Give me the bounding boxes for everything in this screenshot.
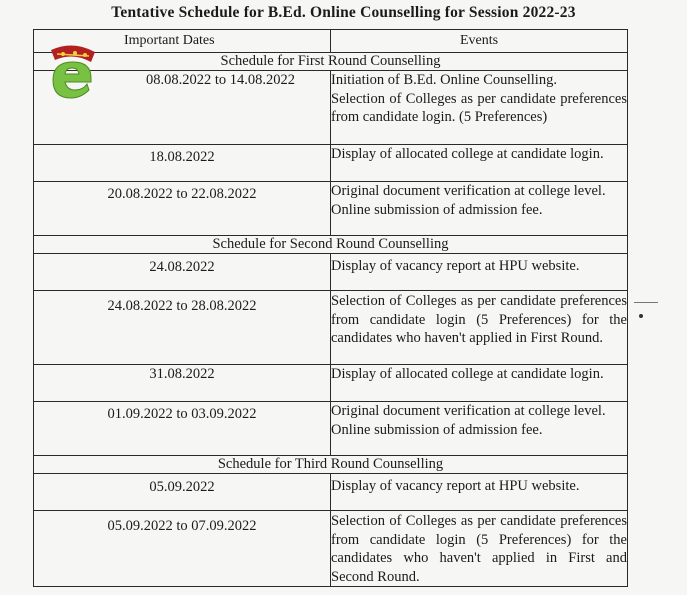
logo-letter-e bbox=[53, 62, 91, 98]
header-events: Events bbox=[331, 30, 628, 53]
date-cell: 20.08.2022 to 22.08.2022 bbox=[34, 182, 331, 236]
event-cell: Display of allocated college at candidate login. bbox=[331, 365, 628, 402]
event-cell: Display of allocated college at candidate login. bbox=[331, 145, 628, 182]
event-cell bbox=[331, 71, 628, 145]
event-line: Selection of Colleges as per candidate preferences from candidate login. (5 Preferences) bbox=[331, 90, 627, 125]
logo-cap-dot bbox=[83, 53, 87, 57]
section-row bbox=[34, 236, 628, 254]
table-row bbox=[34, 365, 628, 402]
table-row bbox=[34, 511, 628, 587]
table-row bbox=[34, 145, 628, 182]
schedule-table bbox=[33, 29, 628, 587]
section-heading-second-round: Schedule for Second Round Counselling bbox=[34, 236, 628, 254]
section-row bbox=[34, 53, 628, 71]
date-cell: 24.08.2022 to 28.08.2022 bbox=[34, 291, 331, 365]
event-line: Original document verification at college level. bbox=[331, 183, 606, 199]
event-line: Online submission of admission fee. bbox=[331, 201, 543, 218]
event-cell bbox=[331, 402, 628, 456]
section-row bbox=[34, 456, 628, 474]
section-heading-third-round: Schedule for Third Round Counselling bbox=[34, 456, 628, 474]
section-heading-first-round: Schedule for First Round Counselling bbox=[34, 53, 628, 71]
table-row bbox=[34, 291, 628, 365]
header-important-dates: Important Dates bbox=[34, 30, 331, 53]
event-cell: Display of vacancy report at HPU website. bbox=[331, 254, 628, 291]
date-cell: 05.09.2022 to 07.09.2022 bbox=[34, 511, 331, 587]
date-cell: 05.09.2022 bbox=[34, 474, 331, 511]
table-row bbox=[34, 254, 628, 291]
table-row bbox=[34, 71, 628, 145]
scan-artifact-dash bbox=[634, 302, 658, 303]
page-title: Tentative Schedule for B.Ed. Online Counselling for Session 2022-23 bbox=[111, 4, 576, 21]
event-cell: Selection of Colleges as per candidate preferences from candidate login (5 Preferences) for the candidates who haven't applied in First and Second Round. bbox=[331, 511, 628, 587]
header-row bbox=[34, 30, 628, 53]
event-line: Initiation of B.Ed. Online Counselling. bbox=[331, 72, 557, 88]
scan-artifact-dot bbox=[639, 314, 643, 318]
event-cell: Display of vacancy report at HPU website. bbox=[331, 474, 628, 511]
logo-cap-dot bbox=[73, 51, 77, 55]
event-line: Original document verification at college level. bbox=[331, 403, 606, 419]
logo-cap-dot bbox=[61, 52, 65, 56]
date-cell: 01.09.2022 to 03.09.2022 bbox=[34, 402, 331, 456]
date-cell: 18.08.2022 bbox=[34, 145, 331, 182]
event-line: Online submission of admission fee. bbox=[331, 421, 543, 438]
e-logo-icon bbox=[45, 40, 101, 100]
date-cell: 24.08.2022 bbox=[34, 254, 331, 291]
event-cell bbox=[331, 182, 628, 236]
table-row bbox=[34, 474, 628, 511]
table-row bbox=[34, 402, 628, 456]
table-row bbox=[34, 182, 628, 236]
event-cell: Selection of Colleges as per candidate preferences from candidate login (5 Preferences) for the candidates who haven't applied in First Round. bbox=[331, 291, 628, 365]
date-cell: 08.08.2022 to 14.08.2022 bbox=[34, 71, 331, 145]
date-cell: 31.08.2022 bbox=[34, 365, 331, 402]
